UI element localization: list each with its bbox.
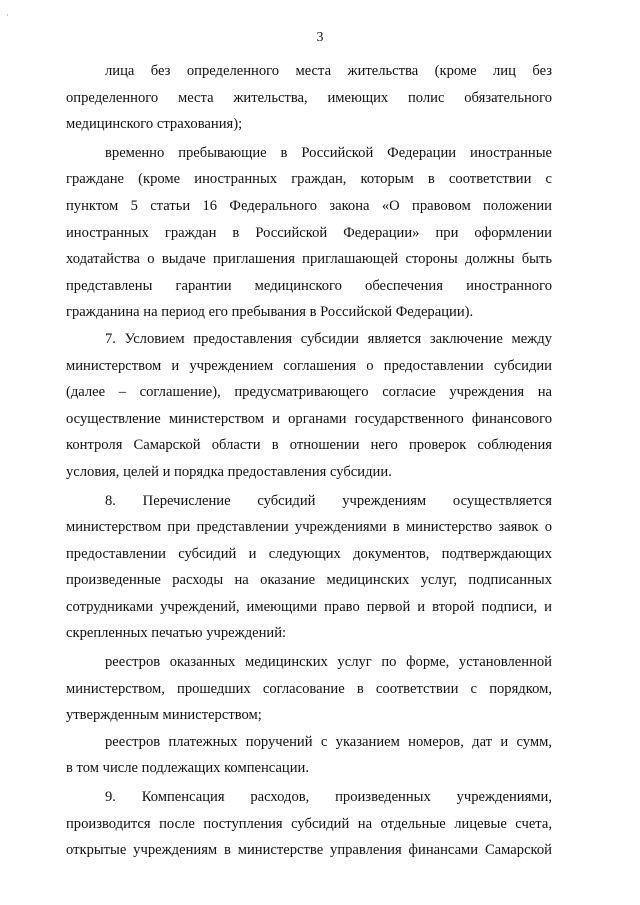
text-line: реестров платежных поручений с указанием номеров, дат и сумм,: [105, 733, 552, 750]
text-line: министерством и учреждением соглашения о предоставлении субсидии: [66, 357, 552, 374]
paragraph-foreign-citizens: [66, 140, 552, 326]
text-line: министерством при представлении учреждениями в министерство заявок о: [66, 519, 552, 536]
text-line: произведенные расходы на оказание медицинских услуг, подписанных: [66, 572, 552, 589]
document-body: [66, 58, 552, 864]
text-line: сотрудниками учреждений, имеющими право первой и второй подписи, и: [66, 598, 552, 615]
text-line: министерством, прошедших согласование в соответствии с порядком,: [66, 680, 552, 697]
text-line: реестров оказанных медицинских услуг по форме, установленной: [105, 654, 552, 671]
text-line: определенного места жительства, имеющих полис обязательного: [66, 89, 552, 106]
text-line: производится после поступления субсидий на отдельные лицевые счета,: [66, 815, 552, 832]
text-line: условия, целей и порядка предоставления субсидии.: [66, 463, 392, 480]
text-line: граждане (кроме иностранных граждан, которым в соответствии с: [66, 171, 552, 188]
paragraph-item-7: [66, 326, 552, 486]
text-line: в том числе подлежащих компенсации.: [66, 760, 309, 777]
text-line: 7. Условием предоставления субсидии является заключение между: [105, 330, 552, 347]
text-line: пунктом 5 статьи 16 Федерального закона «О правовом положении: [66, 197, 552, 214]
text-line: лица без определенного места жительства (кроме лиц без: [105, 63, 552, 79]
text-line: (далее – соглашение), предусматривающего согласие учреждения на: [66, 384, 552, 401]
text-line: представлены гарантии медицинского обеспечения иностранного: [66, 277, 552, 294]
text-line: открытые учреждениям в министерстве управления финансами Самарской: [66, 842, 552, 859]
paragraph-service-registries: [66, 649, 552, 729]
paragraph-homeless: [66, 58, 552, 138]
text-line: утвержденным министерством;: [66, 707, 262, 724]
paragraph-item-8: [66, 488, 552, 648]
text-line: контроля Самарской области в отношении него проверок соблюдения: [66, 437, 552, 454]
page-number: 3: [316, 30, 324, 45]
text-line: 9. Компенсация расходов, произведенных учреждениями,: [105, 789, 552, 806]
text-line: иностранных граждан в Российской Федерации» при оформлении: [66, 224, 552, 241]
text-line: временно пребывающие в Российской Федерации иностранные: [105, 144, 552, 161]
paragraph-payment-registries: [66, 729, 552, 782]
text-line: предоставлении субсидий и следующих документов, подтверждающих: [66, 545, 552, 562]
text-line: скрепленных печатью учреждений:: [66, 625, 287, 642]
text-line: осуществление министерством и органами государственного финансового: [66, 410, 552, 427]
text-line: 8. Перечисление субсидий учреждениям осуществляется: [105, 492, 552, 509]
text-line: ходатайства о выдаче приглашения приглашающей стороны должны быть: [66, 251, 552, 268]
paragraph-item-9: [66, 784, 552, 864]
text-line: гражданина на период его пребывания в Российской Федерации).: [66, 304, 474, 321]
scan-mark: ·: [6, 10, 9, 20]
text-line: медицинского страхования);: [66, 116, 243, 133]
